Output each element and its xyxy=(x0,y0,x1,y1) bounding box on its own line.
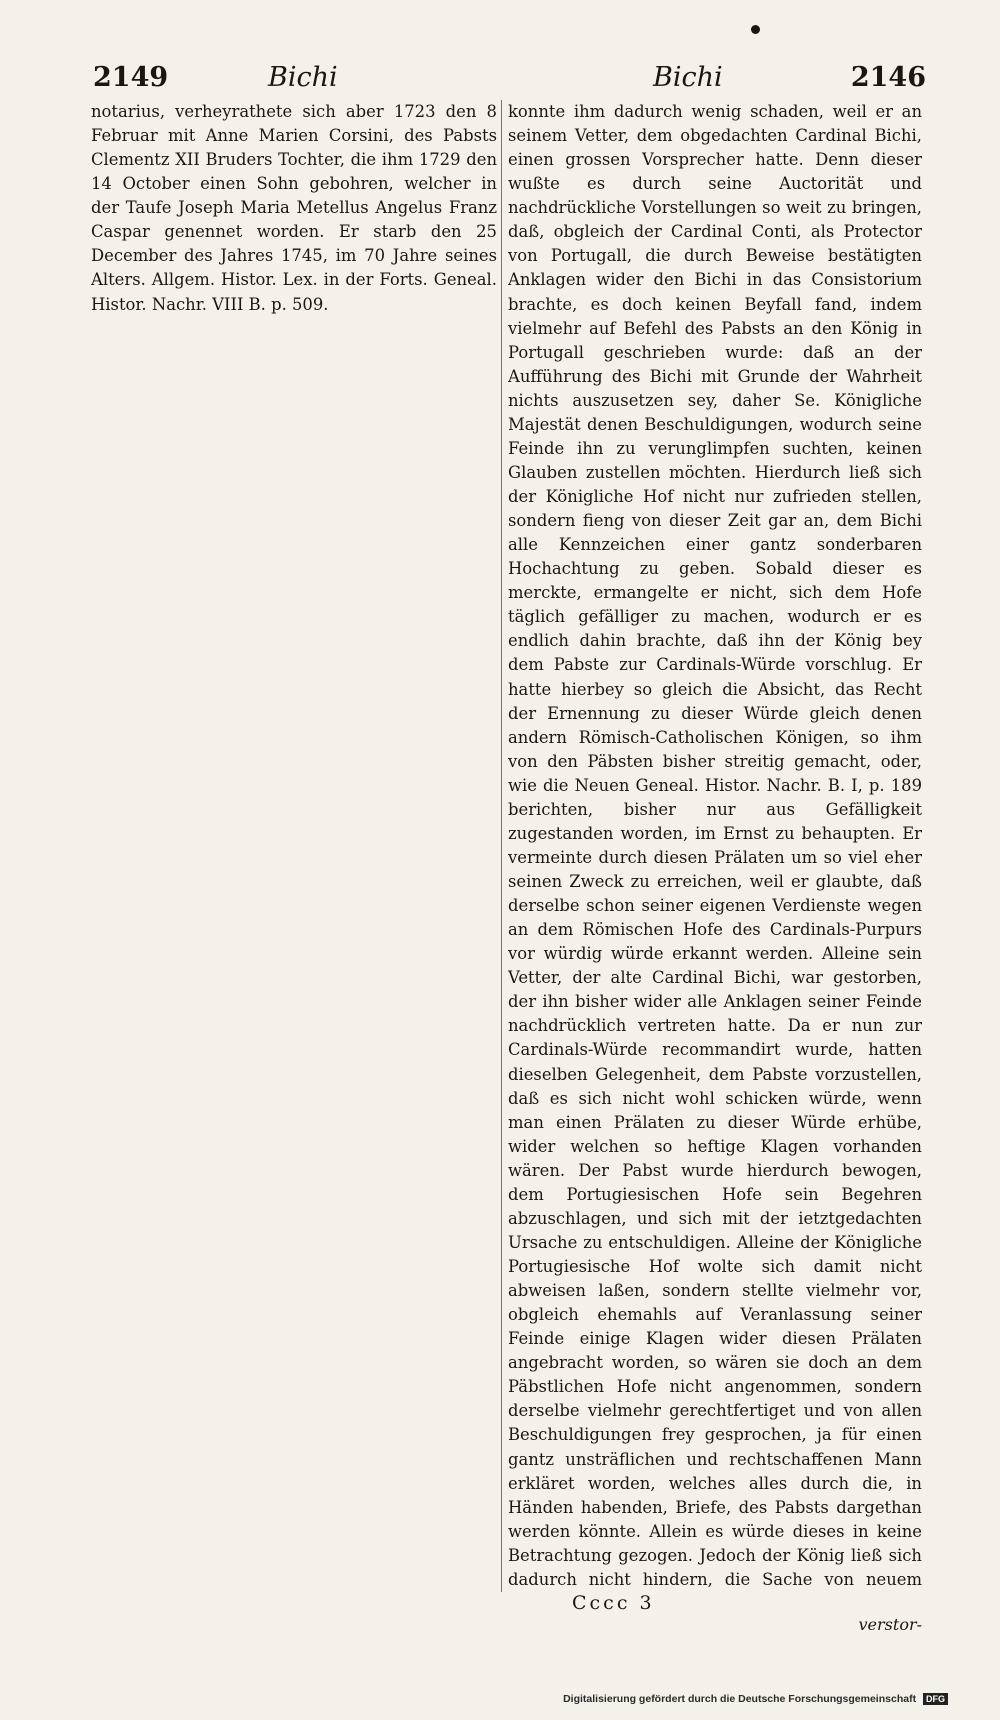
dfg-logo: DFG xyxy=(923,1693,948,1705)
page-number-left: 2149 xyxy=(93,62,169,93)
digitization-credit xyxy=(563,1693,948,1705)
credit-text: Digitalisierung gefördert durch die Deutsche Forschungsgemeinschaft xyxy=(563,1693,917,1705)
text-column-right xyxy=(508,100,922,1592)
headword-right: Bichi xyxy=(653,62,723,93)
catchword: verstor- xyxy=(858,1615,922,1634)
paragraph: notarius, verheyrathete sich aber 1723 den 8 Februar mit Anne Marien Corsini, des Pabsts Clementz XII Bruders Tochter, die ihm 1729 den 14 October einen Sohn gebohren, welcher in der Taufe Joseph Maria Metellus Angelus Franz Caspar genennet worden. Er starb den 25 December des Jahres 1745, im 70 Jahre seines Alters. Allgem. Histor. Lex. in der Forts. Geneal. Histor. Nachr. VIII B. p. 509. xyxy=(91,102,497,314)
paragraph: konnte ihm dadurch wenig schaden, weil er an seinem Vetter, dem obgedachten Cardinal Bichi, einen grossen Vorsprecher hatte. Denn dieser wußte es durch seine Auctorität und nachdrückliche Vorstellungen so weit zu bringen, daß, obgleich der Cardinal Conti, als Protector von Portugall, die durch Beweise bestätigten Anklagen wider den Bichi in das Consistorium brachte, es doch keinen Beyfall fand, indem vielmehr auf Befehl des Pabsts an den König in Portugall geschrieben wurde: daß an der Aufführung des Bichi mit Grunde der Wahrheit nichts auszusetzen sey, daher Se. Königliche Majestät denen Beschuldigungen, wodurch seine Feinde ihn zu verunglimpfen suchten, keinen Glauben zustellen möchten. Hierdurch ließ sich der Königliche Hof nicht nur zufrieden stellen, sondern fieng von dieser Zeit gar an, dem Bichi alle Kennzeichen einer gantz sonderbaren Hochachtung zu geben. Sobald dieser es merckte, ermangelte er nicht, sich dem Hofe täglich gefälliger zu machen, wodurch er es endlich dahin brachte, daß ihn der König bey dem Pabste zur Cardinals-Würde vorschlug. Er hatte hierbey so gleich die Absicht, das Recht der Ernennung zu dieser Würde gleich denen andern Römisch-Catholischen Königen, so ihm von den Päbsten bisher streitig gemacht, oder, wie die Neuen Geneal. Histor. Nachr. B. I, p. 189 berichten, bisher nur aus Gefälligkeit zugestanden worden, im Ernst zu behaupten. Er vermeinte durch diesen Prälaten um so viel eher seinen Zweck zu erreichen, weil er glaubte, daß derselbe schon seiner eigenen Verdienste wegen an dem Römischen Hofe des Cardinals-Purpurs vor würdig würde erkannt werden. Alleine sein Vetter, der alte Cardinal Bichi, war gestorben, der ihn bisher wider alle Anklagen seiner Feinde nachdrücklich vertreten hatte. Da er nun zur Cardinals-Würde recommandirt wurde, hatten dieselben Gelegenheit, dem Pabste vorzustellen, daß es sich nicht wohl schicken würde, wenn man einen Prälaten zu dieser Würde erhübe, wider welchen so heftige Klagen vorhanden wären. Der Pabst wurde hierdurch bewogen, dem Portugiesischen Hofe sein Begehren abzuschlagen, und sich mit der ietztgedachten Ursache zu entschuldigen. Alleine der Königliche Portugiesische Hof wolte sich damit nicht abweisen laßen, sondern stellte vielmehr vor, obgleich ehemahls auf Veranlassung seiner Feinde einige Klagen wider diesen Prälaten angebracht worden, so wären sie doch an dem Päbstlichen Hofe nicht angenommen, sondern derselbe vielmehr gerechtfertiget und von allen Beschuldigungen frey gesprochen, ja für einen gantz unsträflichen und rechtschaffenen Mann erkläret worden, welches alles durch die, in Händen habenden, Briefe, des Pabsts dargethan werden könnte. Allein es würde dieses in keine Betrachtung gezogen. Jedoch der König ließ sich dadurch nicht hindern, die Sache von neuem xyxy=(508,102,922,1589)
column-divider xyxy=(501,100,502,1592)
page-number-right: 2146 xyxy=(850,62,926,93)
text-column-left xyxy=(91,100,497,1592)
headword-left: Bichi xyxy=(268,62,338,93)
signature-mark: Cccc 3 xyxy=(572,1592,655,1614)
ink-dot xyxy=(751,25,760,34)
running-header xyxy=(93,58,926,98)
